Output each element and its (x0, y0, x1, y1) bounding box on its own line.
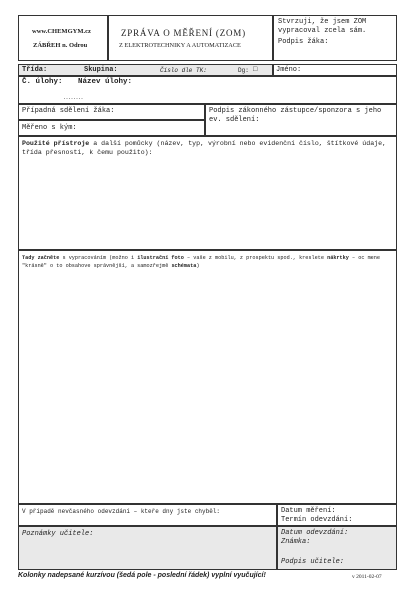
teacher-box[interactable] (277, 526, 397, 570)
declaration-box (273, 15, 397, 61)
student-notice-field[interactable] (18, 104, 205, 120)
declaration-text: Stvrzuji, že jsem ZOM vypracoval zcela sám. (278, 18, 367, 35)
date-submitted-label: Datum odevzdání: (281, 529, 349, 537)
late-absence-label: V případě nevčasného odevzdání – kteře dny jste chyběl: (22, 508, 221, 515)
task-dots: ........ (63, 95, 84, 101)
tk-label: Číslo dle TK: (160, 67, 207, 74)
student-signature-label: Podpis žáka: (278, 38, 329, 46)
teacher-notes-label: Poznámky učitele: (22, 530, 94, 538)
instruments-text (22, 139, 392, 157)
dg-checkbox[interactable]: □ (253, 66, 258, 74)
deadline-label: Termín odevzdání: (281, 516, 353, 524)
student-notice-label: Případná sdělení žáka: (22, 107, 115, 115)
task-title-label: Název úlohy: (78, 78, 133, 86)
group-label: Skupina: (84, 66, 118, 74)
guardian-signature-label: Podpis zákonného zástupce/sponzora s jeho ev. sdělení: (209, 107, 382, 124)
work-bold-sketches: nákrtky (327, 255, 349, 261)
teacher-notes-field[interactable] (18, 526, 277, 570)
header-title-box (108, 15, 273, 61)
class-label: Třída: (22, 66, 48, 74)
grade-label: Známka: (281, 538, 311, 546)
late-absence-field[interactable] (18, 504, 277, 526)
class-row (18, 64, 273, 76)
instruments-desc: a další pomůcky (název, typ, výrobní nebo evidenční číslo, štítkové údaje, třída přesnosti, k čemu použito): (22, 140, 387, 156)
work-area[interactable] (18, 250, 397, 504)
footer-note: Kolonky nadepsané kurzívou (šedá pole - poslední řádek) vyplní vyučující! (18, 572, 266, 579)
teacher-signature-label: Podpis učitele: (281, 558, 345, 566)
date-measured-label: Datum měření: (281, 507, 336, 515)
instruments-bold: Použité přístroje (22, 140, 90, 147)
dg-label: Dg: (238, 67, 249, 74)
measured-with-field[interactable] (18, 120, 205, 136)
version-label: v 2011-02-07 (352, 574, 382, 580)
site-url: www.CHEMGYM.cz (32, 28, 91, 35)
report-subtitle: Z ELEKTROTECHNIKY A AUTOMATIZACE (119, 42, 241, 49)
work-bold-schemes: schémata (171, 263, 197, 269)
dates-box[interactable] (277, 504, 397, 526)
work-instructions (22, 254, 394, 270)
work-bold-photo: ilustrační foto (137, 255, 184, 261)
work-text-a: s vypracováním (možno i (59, 255, 138, 261)
report-title: ZPRÁVA O MĚŘENÍ (ZOM) (121, 28, 246, 38)
work-bold-start: Tady začněte (22, 255, 60, 261)
instruments-area[interactable] (18, 136, 397, 250)
task-number-label: Č. úlohy: (22, 78, 63, 86)
work-text-b: – vaše z mobilu, z prospektu spod., kreslete (183, 255, 328, 261)
guardian-signature-field[interactable] (205, 104, 397, 136)
work-text-d: ) (196, 263, 200, 269)
work-text-c: – oc mene "krásně" o to obsahove správnější, a samozřejmě (22, 255, 381, 269)
measured-with-label: Měřeno s kým: (22, 124, 77, 132)
school-name: ZÁBŘEH n. Odrou (33, 42, 88, 49)
name-label: Jméno: (276, 66, 302, 74)
header-logo-box (18, 15, 108, 61)
